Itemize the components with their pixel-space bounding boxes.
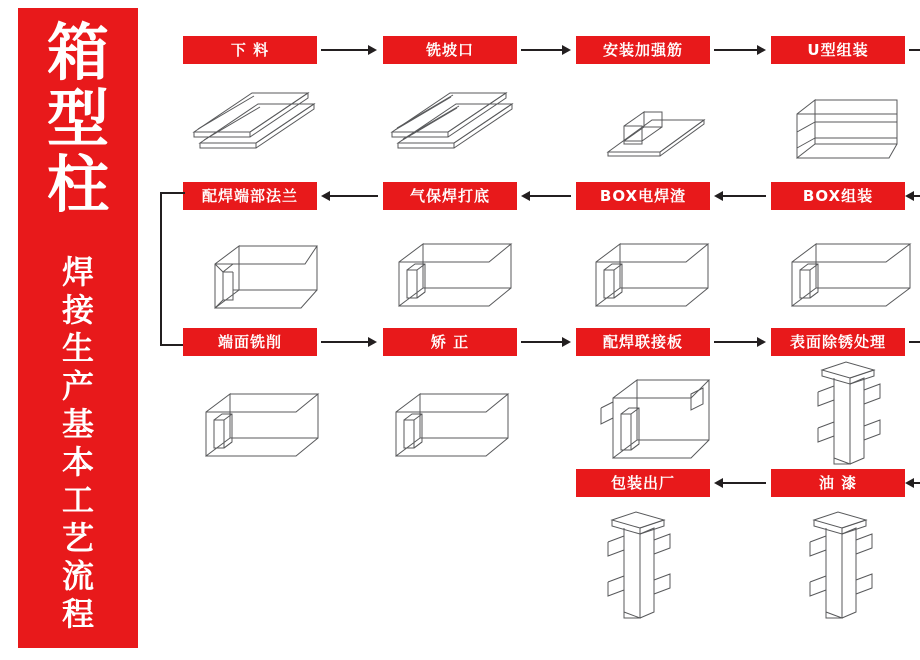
banner-title-char-2: 型 [46, 82, 109, 155]
arrow-step1-step2 [321, 45, 377, 55]
left-banner [18, 8, 138, 648]
arrow-step3-step4 [714, 45, 766, 55]
arrow-step11-step12 [714, 337, 766, 347]
process-step-xipokou[interactable]: 铣坡口 [383, 36, 517, 64]
illustration-column-painted [780, 508, 906, 628]
connector-row1-row2 [916, 46, 920, 191]
banner-subtitle-char-6: 本 [61, 443, 94, 481]
banner-title [18, 16, 138, 221]
illustration-box-with-connection-plates [595, 368, 715, 463]
process-step-box-dianhanzha[interactable]: BOX电焊渣 [576, 182, 710, 210]
banner-subtitle-char-2: 接 [61, 291, 94, 329]
illustration-two-beveled-plates [388, 88, 518, 163]
illustration-u-shaped-assembly [785, 86, 905, 166]
banner-subtitle-char-5: 基 [61, 405, 94, 443]
illustration-box-assembled [786, 228, 914, 313]
arrow-step14-step13 [714, 478, 766, 488]
process-step-biaomianchuxiuchuli[interactable]: 表面除锈处理 [771, 328, 905, 356]
arrow-step9-step10 [321, 337, 377, 347]
banner-subtitle-char-4: 产 [61, 367, 94, 405]
arrow-step8-step7 [714, 191, 766, 201]
illustration-column-derusted [788, 358, 914, 468]
connector-row3-row4 [916, 338, 920, 480]
process-step-youqi[interactable]: 油 漆 [771, 469, 905, 497]
process-step-xialiao[interactable]: 下 料 [183, 36, 317, 64]
illustration-column-packed [578, 508, 704, 628]
illustration-box-with-end-flange [205, 230, 325, 315]
connector-row2-row3 [160, 192, 185, 346]
arrow-step6-step5 [321, 191, 378, 201]
banner-title-char-3: 柱 [46, 148, 109, 221]
banner-subtitle-char-9: 流 [61, 557, 94, 595]
banner-subtitle-char-1: 焊 [61, 253, 94, 291]
process-step-jiaozheng[interactable]: 矫 正 [383, 328, 517, 356]
process-step-baozhuangchuchang[interactable]: 包装出厂 [576, 469, 710, 497]
process-step-box-zuzhuang[interactable]: BOX组装 [771, 182, 905, 210]
illustration-box-straightened [390, 378, 515, 463]
process-step-duanmianxixue[interactable]: 端面铣削 [183, 328, 317, 356]
banner-subtitle-char-3: 生 [61, 329, 94, 367]
arrow-row4-entry [905, 478, 920, 488]
illustration-two-flat-plates [190, 88, 320, 163]
banner-subtitle-char-10: 程 [61, 595, 94, 633]
arrow-row2-entry [905, 191, 920, 201]
illustration-plate-with-stiffener [600, 96, 710, 166]
illustration-box-section-welded [393, 228, 518, 313]
arrow-step2-step3 [521, 45, 571, 55]
banner-subtitle-char-8: 艺 [61, 519, 94, 557]
arrow-step10-step11 [521, 337, 571, 347]
banner-title-char-1: 箱 [46, 16, 109, 89]
process-step-qibaohandadi[interactable]: 气保焊打底 [383, 182, 517, 210]
arrow-step7-step6 [521, 191, 571, 201]
process-step-peihanlianjieban[interactable]: 配焊联接板 [576, 328, 710, 356]
process-step-anzhuangjiaqiangjin[interactable]: 安装加强筋 [576, 36, 710, 64]
banner-subtitle-char-7: 工 [61, 481, 94, 519]
process-step-uxingzuzhuang[interactable]: U型组装 [771, 36, 905, 64]
process-step-peihanduanbufalan[interactable]: 配焊端部法兰 [183, 182, 317, 210]
banner-subtitle [18, 253, 138, 633]
illustration-box-section-slag [590, 228, 715, 313]
illustration-box-milled-end [200, 378, 325, 463]
